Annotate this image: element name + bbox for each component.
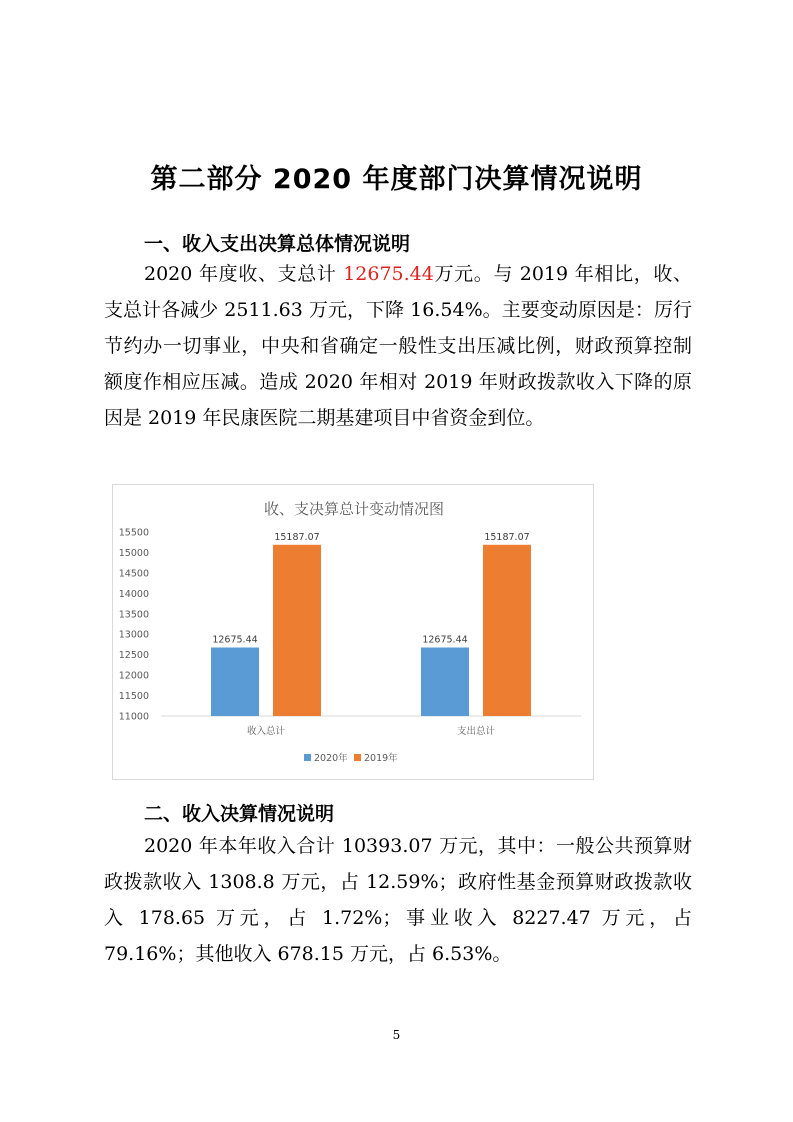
chart-title: 收、支决算总计变动情况图: [263, 500, 445, 518]
y-tick-label: 11000: [118, 711, 149, 723]
data-label: 15187.07: [274, 531, 320, 543]
chart-container: [112, 484, 594, 780]
paragraph-income-detail: [104, 828, 692, 972]
x-tick-label: 收入总计: [246, 726, 286, 737]
legend-label: 2020年: [314, 753, 348, 764]
y-tick-label: 12000: [118, 670, 149, 682]
bar-chart: [113, 485, 595, 781]
data-label: 15187.07: [484, 531, 530, 543]
paragraph-text: 2020 年度收、支总计: [144, 263, 344, 285]
y-tick-label: 11500: [118, 691, 149, 703]
page-title: 第二部分 2020 年度部门决算情况说明: [150, 164, 643, 195]
paragraph-income-expense-summary: [104, 256, 692, 436]
bar: [483, 545, 531, 716]
page-number: 5: [392, 1028, 401, 1042]
y-tick-label: 14500: [118, 568, 149, 580]
bar: [211, 647, 259, 716]
highlighted-total: 12675.44: [343, 263, 434, 285]
bar: [421, 647, 469, 716]
y-tick-label: 15500: [118, 527, 149, 539]
legend-swatch: [304, 754, 311, 761]
x-tick-label: 支出总计: [456, 726, 496, 737]
y-tick-label: 12500: [118, 650, 149, 662]
section-heading-income-expense: 一、收入支出决算总体情况说明: [144, 233, 411, 255]
legend-label: 2019年: [364, 753, 398, 764]
legend-swatch: [354, 754, 361, 761]
y-tick-label: 14000: [118, 588, 149, 600]
y-tick-label: 15000: [118, 547, 149, 559]
data-label: 12675.44: [422, 634, 468, 646]
section-heading-income: 二、收入决算情况说明: [144, 803, 335, 825]
paragraph-text: 2020 年本年收入合计 10393.07 万元，其中：一般公共预算财政拨款收入 1308.8 万元，占 12.59%；政府性基金预算财政拨款收入 178.65 万元，占 1.72%；事业收入 8227.47 万元，占 79.16%；其他收入 678.15 万元，占 6.53%。: [104, 835, 692, 965]
y-tick-label: 13000: [118, 629, 149, 641]
data-label: 12675.44: [212, 634, 258, 646]
paragraph-text: 万元。与 2019 年相比，收、支总计各减少 2511.63 万元，下降 16.54%。主要变动原因是：厉行节约办一切事业，中央和省确定一般性支出压减比例，财政预算控制额度作相应压减。造成 2020 年相对 2019 年财政拨款收入下降的原因是 2019 年民康医院二期基建项目中省资金到位。: [104, 263, 692, 429]
bar: [273, 545, 321, 716]
y-tick-label: 13500: [118, 609, 149, 621]
